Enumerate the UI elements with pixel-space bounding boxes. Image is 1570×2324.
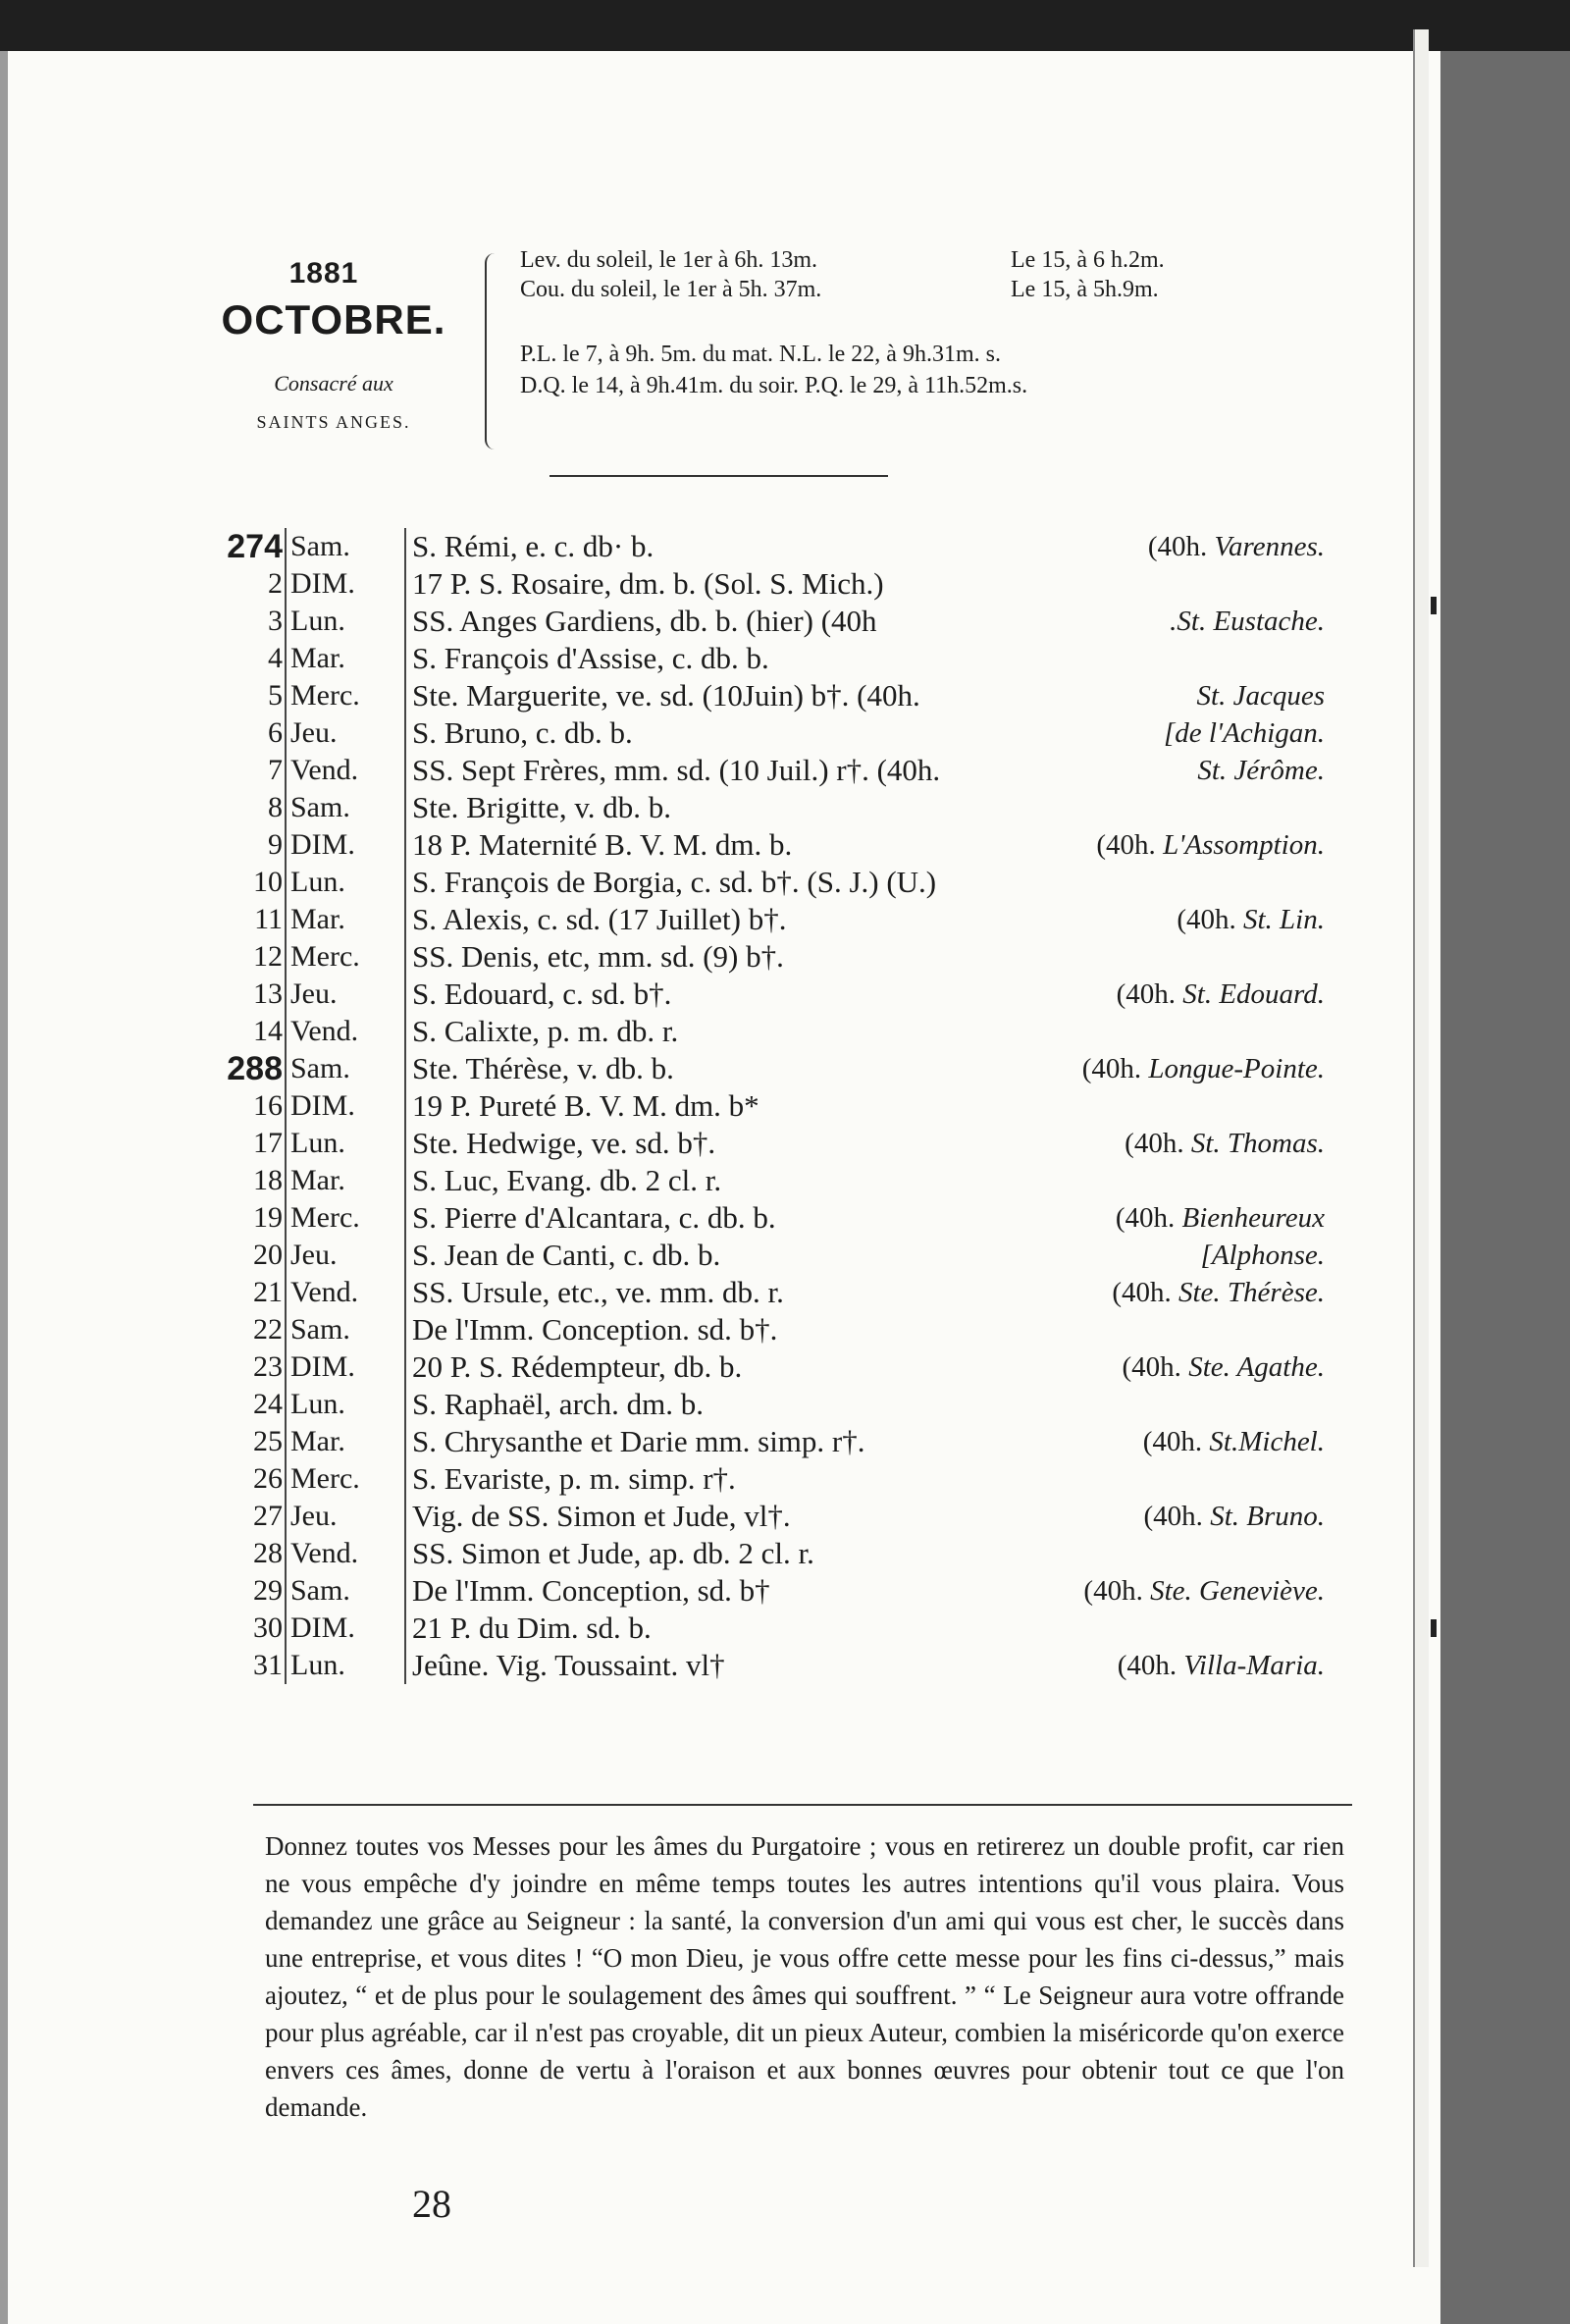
day-number: 11	[254, 903, 283, 935]
astro-line	[520, 277, 1159, 303]
quarante-heures-place	[1164, 714, 1325, 752]
astro-text: Cou. du soleil, le 1er à 5h. 37m.	[520, 277, 822, 302]
day-number: 27	[253, 1500, 283, 1532]
day-number: 17	[253, 1127, 283, 1159]
weekday: Mar.	[285, 1162, 408, 1199]
quarante-heures-prefix: (40h.	[1142, 1426, 1203, 1457]
calendar-row	[186, 1610, 1325, 1647]
feast-entry: 19 P. Pureté B. V. M. dm. b*	[404, 1087, 962, 1125]
calendar-row	[186, 976, 1325, 1013]
day-number: 12	[253, 940, 283, 973]
feast-entry: S. Edouard, c. sd. b†.	[404, 976, 962, 1013]
parish-name: Bienheureux	[1181, 1202, 1325, 1234]
day-number: 2	[268, 567, 283, 600]
astro-text: Le 15, à 5h.9m.	[1011, 277, 1159, 302]
day-number: 3	[268, 605, 283, 637]
day-number: 274	[227, 528, 283, 565]
calendar-row	[186, 1572, 1325, 1610]
feast-entry: 17 P. S. Rosaire, dm. b. (Sol. S. Mich.)	[404, 565, 962, 603]
feast-entry: S. Raphaël, arch. dm. b.	[404, 1386, 962, 1423]
calendar-row	[186, 528, 1325, 565]
astro-line	[520, 342, 1001, 368]
day-number: 26	[253, 1462, 283, 1495]
binding-mark	[1431, 1619, 1437, 1637]
day-number: 24	[253, 1388, 283, 1420]
weekday: Mar.	[285, 640, 408, 677]
day-number: 23	[253, 1350, 283, 1383]
calendar-year: 1881	[288, 257, 359, 290]
weekday: DIM.	[285, 565, 408, 603]
calendar-row	[186, 1125, 1325, 1162]
weekday: Vend.	[285, 752, 408, 789]
weekday: Merc.	[285, 938, 408, 976]
weekday: Lun.	[285, 864, 408, 901]
quarante-heures-prefix: (40h.	[1143, 1501, 1203, 1532]
day-number: 18	[253, 1164, 283, 1196]
quarante-heures-prefix: (40h.	[1122, 1351, 1181, 1383]
feast-entry: S. Jean de Canti, c. db. b.	[404, 1237, 962, 1274]
weekday: DIM.	[285, 826, 408, 864]
quarante-heures-place	[1082, 1050, 1325, 1087]
quarante-heures-prefix: (40h.	[1117, 1650, 1178, 1681]
feast-entry: SS. Denis, etc, mm. sd. (9) b†.	[404, 938, 962, 976]
feast-entry: 18 P. Maternité B. V. M. dm. b.	[404, 826, 962, 864]
day-number: 13	[253, 977, 283, 1010]
day-number: 25	[253, 1425, 283, 1457]
feast-entry: S. Rémi, e. c. db· b.	[404, 528, 962, 565]
parish-name: Ste. Thérèse.	[1178, 1277, 1325, 1308]
quarante-heures-prefix: (40h.	[1116, 978, 1177, 1010]
calendar-row	[186, 901, 1325, 938]
day-number: 288	[227, 1050, 283, 1087]
quarante-heures-place	[1116, 1199, 1325, 1237]
astro-text: D.Q. le 14, à 9h.41m. du soir. P.Q. le 29, à 11h.52m.s.	[520, 373, 1028, 398]
feast-entry: S. Luc, Evang. db. 2 cl. r.	[404, 1162, 962, 1199]
weekday: Sam.	[285, 1050, 408, 1087]
calendar-row	[186, 1535, 1325, 1572]
feast-entry: Ste. Marguerite, ve. sd. (10Juin) b†. (40h.	[404, 677, 962, 714]
feast-entry: S. Evariste, p. m. simp. r†.	[404, 1460, 962, 1498]
quarante-heures-prefix: (40h.	[1083, 1575, 1143, 1607]
calendar-row	[186, 1311, 1325, 1348]
calendar-row	[186, 1162, 1325, 1199]
feast-entry: Vig. de SS. Simon et Jude, vl†.	[404, 1498, 962, 1535]
quarante-heures-place	[1170, 603, 1325, 640]
parish-name: Longue-Pointe.	[1148, 1053, 1325, 1084]
feast-entry: S. Bruno, c. db. b.	[404, 714, 962, 752]
day-number: 20	[253, 1239, 283, 1271]
weekday: Vend.	[285, 1535, 408, 1572]
calendar-row	[186, 1386, 1325, 1423]
calendar-row	[186, 864, 1325, 901]
parish-name: St. Jérôme.	[1197, 755, 1325, 786]
quarante-heures-place	[1123, 1348, 1325, 1386]
calendar-row	[186, 565, 1325, 603]
dedication-label: SAINTS ANGES.	[256, 412, 411, 432]
quarante-heures-prefix: (40h.	[1147, 531, 1208, 562]
calendar-row	[186, 1423, 1325, 1460]
parish-name: St. Jacques	[1196, 680, 1325, 712]
calendar-row	[186, 603, 1325, 640]
calendar-row	[186, 1274, 1325, 1311]
weekday: DIM.	[285, 1087, 408, 1125]
calendar-row	[186, 1087, 1325, 1125]
weekday: Sam.	[285, 789, 408, 826]
weekday: Jeu.	[285, 714, 408, 752]
quarante-heures-place	[1197, 677, 1325, 714]
day-number: 5	[268, 679, 283, 712]
day-number: 8	[268, 791, 283, 823]
feast-entry: S. Alexis, c. sd. (17 Juillet) b†.	[404, 901, 962, 938]
weekday: Mar.	[285, 901, 408, 938]
day-number: 6	[268, 716, 283, 749]
parish-name: [Alphonse.	[1200, 1240, 1325, 1271]
day-number: 4	[268, 642, 283, 674]
day-number: 16	[253, 1089, 283, 1122]
weekday: Lun.	[285, 603, 408, 640]
parish-name: .St. Eustache.	[1170, 606, 1325, 637]
feast-entry: SS. Sept Frères, mm. sd. (10 Juil.) r†. (40h.	[404, 752, 962, 789]
quarante-heures-place	[1177, 901, 1325, 938]
feast-entry: S. François de Borgia, c. sd. b†. (S. J.) (U.)	[404, 864, 962, 901]
feast-entry: 20 P. S. Rédempteur, db. b.	[404, 1348, 962, 1386]
quarante-heures-prefix: (40h.	[1081, 1053, 1142, 1084]
consacre-label: Consacré aux	[274, 371, 393, 396]
quarante-heures-prefix: (40h.	[1177, 904, 1236, 935]
quarante-heures-place	[1201, 1237, 1325, 1274]
calendar-row	[186, 1013, 1325, 1050]
calendar-row	[186, 938, 1325, 976]
quarante-heures-place	[1125, 1125, 1325, 1162]
astro-text: P.L. le 7, à 9h. 5m. du mat. N.L. le 22, à 9h.31m. s.	[520, 342, 1001, 367]
footer-divider	[253, 1804, 1352, 1806]
parish-name: Ste. Agathe.	[1188, 1351, 1325, 1383]
parish-name: L'Assomption.	[1163, 829, 1325, 861]
weekday: Merc.	[285, 677, 408, 714]
feast-entry: S. Chrysanthe et Darie mm. simp. r†.	[404, 1423, 962, 1460]
scan-left-border	[0, 51, 8, 2324]
day-number: 21	[253, 1276, 283, 1308]
feast-entry: S. Pierre d'Alcantara, c. db. b.	[404, 1199, 962, 1237]
weekday: Merc.	[285, 1199, 408, 1237]
purgatory-paragraph: Donnez toutes vos Messes pour les âmes du Purgatoire ; vous en retirerez un double profit, car rien ne vous empêche d'y joindre en même temps toutes les autres intentions qu'il vous plaira. Vous demandez une grâce au Seigneur : la santé, la conversion d'un ami qui vous est cher, le succès dans une entreprise, et vous dites ! “O mon Dieu, je vous offre cette messe pour les fins ci-dessus,” mais ajoutez, “ et de plus pour le soulagement des âmes qui souffrent. ” “ Le Seigneur aura votre offrande pour plus agréable, car il n'est pas croyable, dit un pieux Auteur, combien la miséricorde qu'on exerce envers ces âmes, donne de vertu à l'oraison et aux bonnes œuvres pour obtenir tout ce que l'on demande.	[265, 1831, 1344, 2122]
page-number: 28	[412, 2182, 451, 2226]
day-number: 29	[253, 1574, 283, 1607]
parish-name: Villa-Maria.	[1183, 1650, 1325, 1681]
quarante-heures-place	[1083, 1572, 1325, 1610]
weekday: Lun.	[285, 1647, 408, 1684]
feast-entry: SS. Anges Gardiens, db. b. (hier) (40h	[404, 603, 962, 640]
quarante-heures-place	[1096, 826, 1325, 864]
parish-name: Varennes.	[1214, 531, 1325, 562]
calendar-row	[186, 752, 1325, 789]
astro-text: Lev. du soleil, le 1er à 6h. 13m.	[520, 247, 818, 273]
weekday: Sam.	[285, 1311, 408, 1348]
scan-right-border	[1440, 51, 1570, 2324]
calendar-row	[186, 1050, 1325, 1087]
day-number: 10	[253, 866, 283, 898]
calendar-row	[186, 714, 1325, 752]
weekday: DIM.	[285, 1348, 408, 1386]
feast-entry: SS. Simon et Jude, ap. db. 2 cl. r.	[404, 1535, 962, 1572]
header-divider	[550, 475, 888, 477]
feast-entry: De l'Imm. Conception. sd. b†.	[404, 1311, 962, 1348]
quarante-heures-prefix: (40h.	[1115, 1202, 1176, 1234]
feast-entry: De l'Imm. Conception, sd. b†	[404, 1572, 962, 1610]
feast-entry: 21 P. du Dim. sd. b.	[404, 1610, 962, 1647]
quarante-heures-prefix: (40h.	[1096, 829, 1156, 861]
quarante-heures-place	[1148, 528, 1325, 565]
day-number: 28	[253, 1537, 283, 1569]
weekday: Sam.	[285, 1572, 408, 1610]
feast-entry: Ste. Brigitte, v. db. b.	[404, 789, 962, 826]
day-number: 9	[268, 828, 283, 861]
parish-name: St. Thomas.	[1190, 1128, 1325, 1159]
day-number: 22	[253, 1313, 283, 1346]
calendar-row	[186, 1348, 1325, 1386]
calendar-row	[186, 640, 1325, 677]
day-number: 19	[253, 1201, 283, 1234]
parish-name: St. Lin.	[1243, 904, 1325, 935]
weekday: Vend.	[285, 1274, 408, 1311]
day-number: 14	[253, 1015, 283, 1047]
weekday: Merc.	[285, 1460, 408, 1498]
feast-entry: Jeûne. Vig. Toussaint. vl†	[404, 1647, 962, 1684]
quarante-heures-place	[1143, 1423, 1325, 1460]
feast-entry: SS. Ursule, etc., ve. mm. db. r.	[404, 1274, 962, 1311]
weekday: Jeu.	[285, 976, 408, 1013]
brace	[485, 253, 500, 449]
astro-line	[520, 247, 1165, 274]
weekday: Jeu.	[285, 1498, 408, 1535]
weekday: Vend.	[285, 1013, 408, 1050]
calendar-row	[186, 1498, 1325, 1535]
astro-line	[520, 373, 1027, 399]
calendar-row	[186, 826, 1325, 864]
day-number: 30	[253, 1611, 283, 1644]
calendar-row	[186, 677, 1325, 714]
calendar-row	[186, 1199, 1325, 1237]
scan-top-border	[0, 0, 1570, 51]
page-spine-edge	[1413, 29, 1429, 2267]
weekday: Mar.	[285, 1423, 408, 1460]
day-number: 7	[268, 754, 283, 786]
calendar-row	[186, 1237, 1325, 1274]
calendar-row	[186, 789, 1325, 826]
parish-name: [de l'Achigan.	[1163, 717, 1325, 749]
binding-mark	[1431, 597, 1437, 614]
quarante-heures-place	[1118, 1647, 1325, 1684]
feast-entry: S. Calixte, p. m. db. r.	[404, 1013, 962, 1050]
parish-name: St.Michel.	[1209, 1426, 1325, 1457]
weekday: Lun.	[285, 1386, 408, 1423]
weekday: Lun.	[285, 1125, 408, 1162]
quarante-heures-prefix: (40h.	[1112, 1277, 1172, 1308]
quarante-heures-prefix: (40h.	[1125, 1128, 1184, 1159]
weekday: Sam.	[285, 528, 408, 565]
calendar-month: OCTOBRE.	[221, 296, 446, 343]
weekday: Jeu.	[285, 1237, 408, 1274]
calendar-row	[186, 1647, 1325, 1684]
feast-entry: Ste. Thérèse, v. db. b.	[404, 1050, 962, 1087]
parish-name: Ste. Geneviève.	[1150, 1575, 1325, 1607]
astro-text: Le 15, à 6 h.2m.	[1011, 247, 1165, 273]
quarante-heures-place	[1197, 752, 1325, 789]
quarante-heures-place	[1144, 1498, 1325, 1535]
calendar-table	[186, 528, 1325, 1684]
feast-entry: S. François d'Assise, c. db. b.	[404, 640, 962, 677]
parish-name: St. Edouard.	[1182, 978, 1325, 1010]
weekday: DIM.	[285, 1610, 408, 1647]
calendar-row	[186, 1460, 1325, 1498]
quarante-heures-place	[1112, 1274, 1325, 1311]
parish-name: St. Bruno.	[1210, 1501, 1325, 1532]
feast-entry: Ste. Hedwige, ve. sd. b†.	[404, 1125, 962, 1162]
day-number: 31	[253, 1649, 283, 1681]
quarante-heures-place	[1117, 976, 1325, 1013]
